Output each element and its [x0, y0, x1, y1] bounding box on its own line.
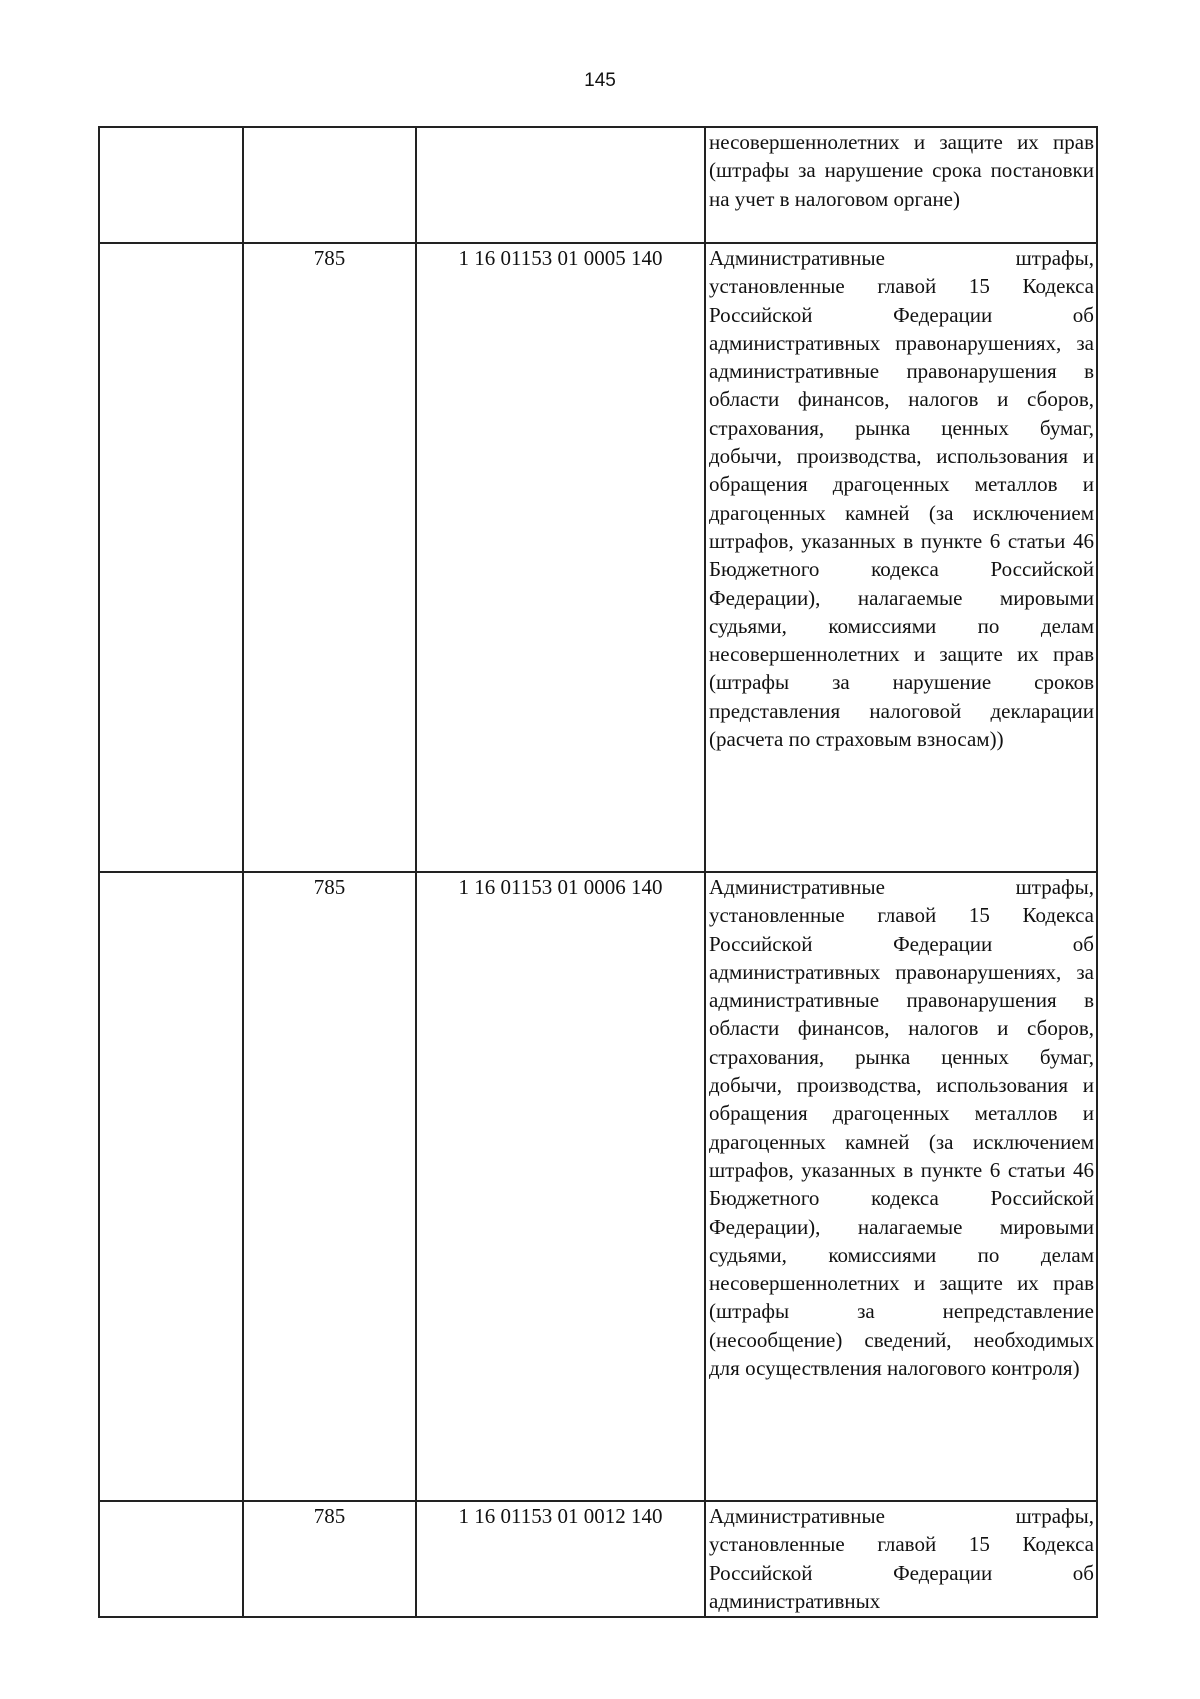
table-cell-description — [705, 1501, 1097, 1617]
table-cell-kbk-code: 1 16 01153 01 0006 140 — [416, 872, 705, 1501]
table-cell-admin-code: 785 — [243, 243, 416, 872]
table-cell-kbk-code — [416, 127, 705, 243]
table-cell-col1 — [99, 1501, 243, 1617]
page-number: 145 — [584, 70, 616, 91]
table-cell-admin-code: 785 — [243, 872, 416, 1501]
description-text: несовершеннолетних и защите их прав (штрафы за нарушение срока постановки на учет в налоговом органе) — [709, 130, 1094, 211]
table-cell-col1 — [99, 872, 243, 1501]
description-text: Административные штрафы, установленные главой 15 Кодекса Российской Федерации об административных правонарушениях, за административные правонарушения в области финансов, налогов и сборов, страхования, рынка ценных бумаг, добычи, производства, использования и обращения драгоценных металлов и драгоценных камней (за исключением штрафов, указанных в пункте 6 статьи 46 Бюджетного кодекса Российской Федерации), налагаемые мировыми судьями, комиссиями по делам несовершеннолетних и защите их прав (штрафы за нарушение сроков представления налоговой декларации (расчета по страховым взносам)) — [709, 246, 1094, 752]
table-cell-description — [705, 872, 1097, 1501]
table-row — [99, 127, 1097, 243]
table-cell-description — [705, 243, 1097, 872]
table-row — [99, 243, 1097, 872]
description-text: Административные штрафы, установленные главой 15 Кодекса Российской Федерации об административных — [709, 1504, 1094, 1613]
table-cell-col1 — [99, 127, 243, 243]
table-row — [99, 1501, 1097, 1617]
table-cell-admin-code — [243, 127, 416, 243]
table-cell-kbk-code: 1 16 01153 01 0012 140 — [416, 1501, 705, 1617]
table-cell-description — [705, 127, 1097, 243]
table-cell-kbk-code: 1 16 01153 01 0005 140 — [416, 243, 705, 872]
table-cell-admin-code: 785 — [243, 1501, 416, 1617]
table-cell-col1 — [99, 243, 243, 872]
table-row — [99, 872, 1097, 1501]
budget-codes-table — [98, 126, 1098, 1618]
description-text: Административные штрафы, установленные главой 15 Кодекса Российской Федерации об административных правонарушениях, за административные правонарушения в области финансов, налогов и сборов, страхования, рынка ценных бумаг, добычи, производства, использования и обращения драгоценных металлов и драгоценных камней (за исключением штрафов, указанных в пункте 6 статьи 46 Бюджетного кодекса Российской Федерации), налагаемые мировыми судьями, комиссиями по делам несовершеннолетних и защите их прав (штрафы за непредставление (несообщение) сведений, необходимых для осуществления налогового контроля) — [709, 875, 1094, 1381]
